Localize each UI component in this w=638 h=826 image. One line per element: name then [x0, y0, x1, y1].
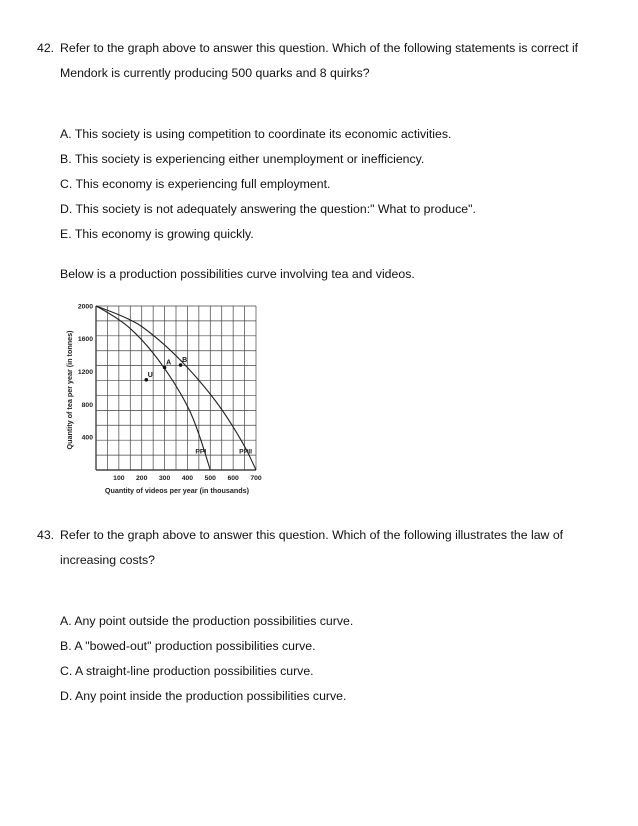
q42-option-e: E. This economy is growing quickly.: [60, 227, 254, 241]
x-tick-label: 600: [227, 475, 239, 482]
x-tick-label: 700: [250, 475, 262, 482]
q42-text-line1: Refer to the graph above to answer this question. Which of the following statements is correct if: [60, 41, 579, 55]
q42-option-c: C. This economy is experiencing full employment.: [60, 177, 331, 191]
point-label-b: B: [182, 357, 188, 365]
q42-option-b: B. This society is experiencing either unemployment or inefficiency.: [60, 152, 425, 166]
q43-option-d: D. Any point inside the production possibilities curve.: [60, 689, 347, 703]
x-axis-label: Quantity of videos per year (in thousands): [104, 486, 250, 495]
y-axis-label: Quantity of tea per year (in tonnes): [65, 330, 74, 450]
y-tick-label: 800: [81, 401, 93, 409]
point-label-u: U: [147, 371, 153, 379]
y-tick-label: 2000: [77, 303, 93, 311]
y-tick-label: 1600: [77, 336, 93, 344]
y-tick-label: 400: [81, 434, 93, 442]
chart-intro-text: Below is a production possibilities curve involving tea and videos.: [60, 267, 415, 281]
q43-number: 43.: [37, 528, 55, 542]
x-tick-label: 100: [113, 475, 125, 482]
point-label-a: A: [166, 359, 172, 367]
q42-option-a: A. This society is using competition to coordinate its economic activities.: [60, 127, 452, 141]
x-tick-label: 500: [204, 475, 216, 482]
q42-number: 42.: [37, 41, 55, 55]
curve-label-ppi: PPI: [195, 448, 207, 456]
ppc-chart-svg: [60, 298, 270, 503]
chart-grid: [96, 306, 256, 470]
y-tick-label: 1200: [77, 369, 93, 376]
q43-text-line1: Refer to the graph above to answer this question. Which of the following illustrates the law of: [60, 528, 564, 542]
q43-option-c: C. A straight-line production possibilities curve.: [60, 664, 314, 678]
q42-text-line2: Mendork is currently producing 500 quarks and 8 quirks?: [60, 66, 370, 80]
q43-text-line2: increasing costs?: [60, 553, 156, 567]
x-tick-label: 200: [136, 475, 148, 482]
q43-option-b: B. A "bowed-out" production possibilities curve.: [60, 639, 316, 653]
x-tick-label: 300: [158, 475, 171, 482]
q42-option-d: D. This society is not adequately answering the question:" What to produce".: [60, 202, 476, 216]
q43-option-a: A. Any point outside the production possibilities curve.: [60, 614, 354, 628]
x-tick-label: 400: [181, 475, 194, 482]
ppc-chart: [60, 298, 270, 503]
curve-label-ppii: PPII: [239, 448, 252, 456]
